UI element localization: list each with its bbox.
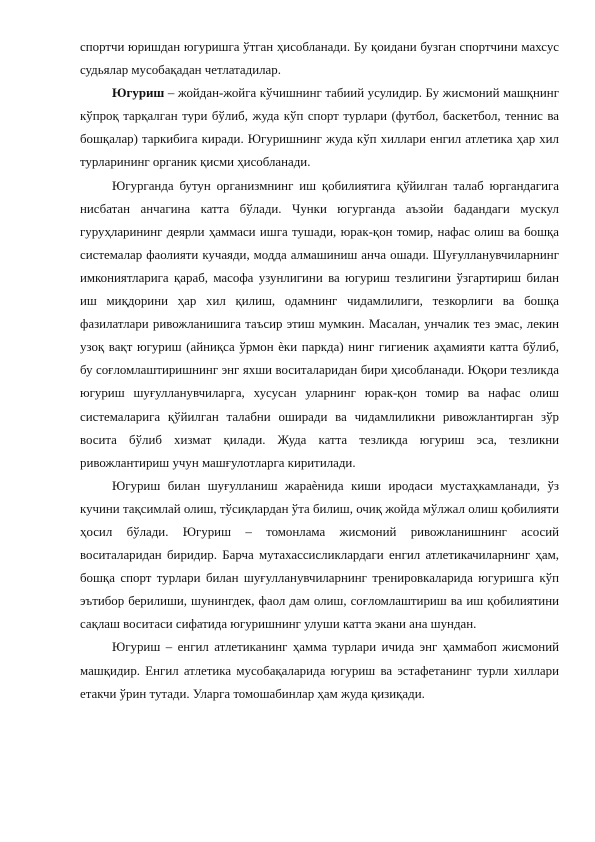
paragraph-text: Югуриш – енгил атлетиканинг ҳамма турлари ичида энг ҳаммабоп жисмоний машқидир. Енгил атлетика мусобақаларида югуриш ва эстафетанинг турли хиллари етакчи ўрин тутади. Уларга томошабинлар ҳам жуда қизиқади. bbox=[80, 640, 559, 701]
paragraph-lead-term: Югуриш bbox=[112, 86, 165, 101]
paragraph-text: Югуриш билан шуғулланиш жараѐнида киши иродаси мустаҳкамланади, ўз кучини тақсимлай олиш, тўсиқлардан ўта билиш, очиқ жойда мўлжал олиш қобилияти ҳосил бўлади. Югуриш – томонлама жисмоний ривожланишнинг асосий воситаларидан биридир. Барча мутахассисликлардаги енгил атлетикачиларнинг ҳам, бошқа спорт турлари билан шуғулланувчиларнинг тренировкаларида югуришга кўп эътибор берилиши, шунингдек, фаол дам олиш, соғломлаштириш ва иш қобилиятини сақлаш воситаси сифатида югуришнинг улуши катта экани ана шундан. bbox=[80, 478, 559, 632]
document-page bbox=[80, 36, 559, 706]
paragraph-body bbox=[80, 175, 559, 475]
paragraph-body bbox=[80, 636, 559, 705]
paragraph-text: спортчи юришдан югуришга ўтган ҳисобланади. Бу қоидани бузган спортчини махсус судьялар мусобақадан четлатадилар. bbox=[80, 40, 559, 78]
paragraph-text: – жойдан-жойга кўчишнинг табиий усулидир. Бу жисмоний машқнинг кўпроқ тарқалган тури бўлиб, жуда кўп спорт турлари (футбол, баскетбол, теннис ва бошқалар) таркибига киради. Югуришнинг жуда кўп хиллари енгил атлетика ҳар хил турларининг органик қисми ҳисобланади. bbox=[80, 86, 559, 170]
paragraph-text: Югурганда бутун организмнинг иш қобилиятига қўйилган талаб юргандагига нисбатан анчагина катта бўлади. Чунки югурганда аъзойи бадандаги мускул гуруҳларининг деярли ҳаммаси ишга тушади, юрак-қон томир, нафас олиш ва бошқа системалар фаолияти кучаяди, модда алмашиниш анча ошади. Шуғулланувчиларнинг имкониятларига қараб, масофа узунлигини ва югуриш тезлигини ўзгартириш билан иш миқдорини ҳар хил қилиш, одамнинг чидамлилиги, тезкорлиги ва бошқа фазилатлари ривожланишига таъсир этиш мумкин. Масалан, унчалик тез эмас, лекин узоқ вақт югуриш (айниқса ўрмон ѐки паркда) нинг гигиеник аҳамияти катта бўлиб, бу соғломлаштиришнинг энг яхши воситаларидан бири ҳисобланади. Юқори тезликда югуриш шуғулланувчиларга, хусусан уларнинг юрак-қон томир ва нафас олиш системаларига қўйилган талабни оширади ва чидамлиликни ривожлантирган зўр восита бўлиб хизмат қилади. Жуда катта тезликда югуриш эса, тезликни ривожлантириш учун машғулотларга киритилади. bbox=[80, 178, 559, 470]
paragraph-body bbox=[80, 475, 559, 637]
paragraph-running-definition bbox=[80, 82, 559, 174]
paragraph-continuation bbox=[80, 36, 559, 82]
